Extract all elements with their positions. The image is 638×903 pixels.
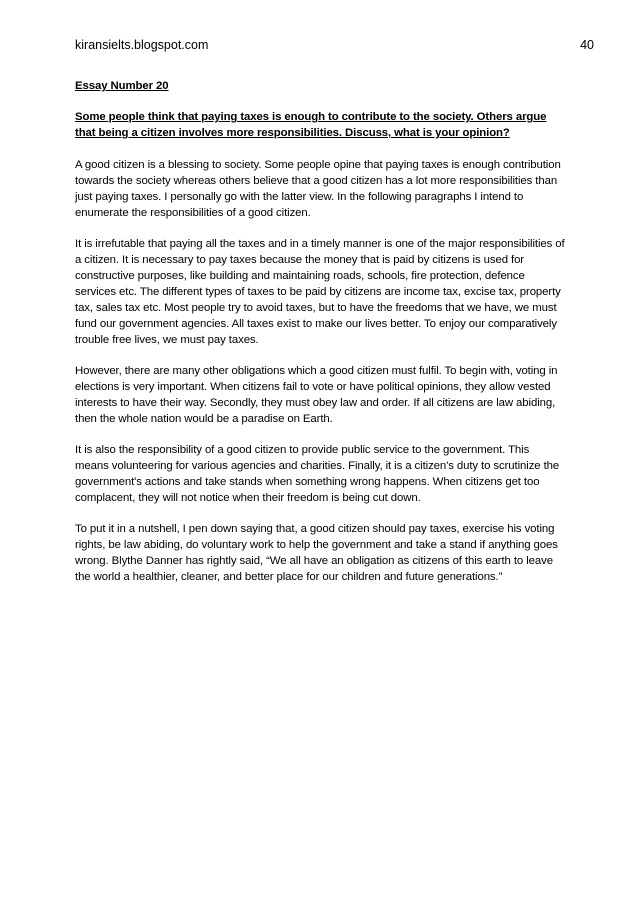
header-site-name: kiransielts.blogspot.com	[75, 38, 209, 52]
essay-paragraph-public-service: It is also the responsibility of a good citizen to provide public service to the government. This means volunteering for various agencies and charities. Finally, it is a citizen's duty to scrutinize the government's actions and take stands when something wrong happens. When citizens get too complacent, they will not notice when their freedom is being cut down.	[75, 444, 560, 504]
page-number: 40	[580, 38, 594, 52]
essay-question: Some people think that paying taxes is enough to contribute to the society. Others argue that being a citizen involves more responsibilities. Discuss, what is your opinion?	[75, 111, 547, 139]
essay-content	[75, 78, 565, 600]
essay-number-heading: Essay Number 20	[75, 80, 169, 92]
essay-paragraph-obligations: However, there are many other obligations which a good citizen must fulfil. To begin with, voting in elections is very important. When citizens fail to vote or have political opinions, they allow vested interests to have their way. Secondly, they must obey law and order. If all citizens are law abiding, then the whole nation would be a paradise on Earth.	[75, 365, 558, 425]
essay-paragraph-conclusion: To put it in a nutshell, I pen down saying that, a good citizen should pay taxes, exercise his voting rights, be law abiding, do voluntary work to help the government and take a stand if anything goes wrong. Blythe Danner has rightly said, “We all have an obligation as citizens of this earth to leave the world a healthier, cleaner, and better place for our children and future generations.”	[75, 523, 558, 583]
essay-paragraph-taxes: It is irrefutable that paying all the taxes and in a timely manner is one of the major responsibilities of a citizen. It is necessary to pay taxes because the money that is paid by citizens is used for constructive purposes, like building and maintaining roads, schools, fire protection, defence services etc. The different types of taxes to be paid by citizens are income tax, excise tax, property tax, sales tax etc. Most people try to avoid taxes, but to have the freedoms that we have, we must fund our government agencies. All taxes exist to make our lives better. To enjoy our comparatively trouble free lives, we must pay taxes.	[75, 238, 565, 346]
essay-paragraph-introduction: A good citizen is a blessing to society. Some people opine that paying taxes is enough contribution towards the society whereas others believe that a good citizen has a lot more responsibilities than just paying taxes. I personally go with the latter view. In the following paragraphs I intend to enumerate the responsibilities of a good citizen.	[75, 159, 561, 219]
page-header	[75, 37, 594, 53]
